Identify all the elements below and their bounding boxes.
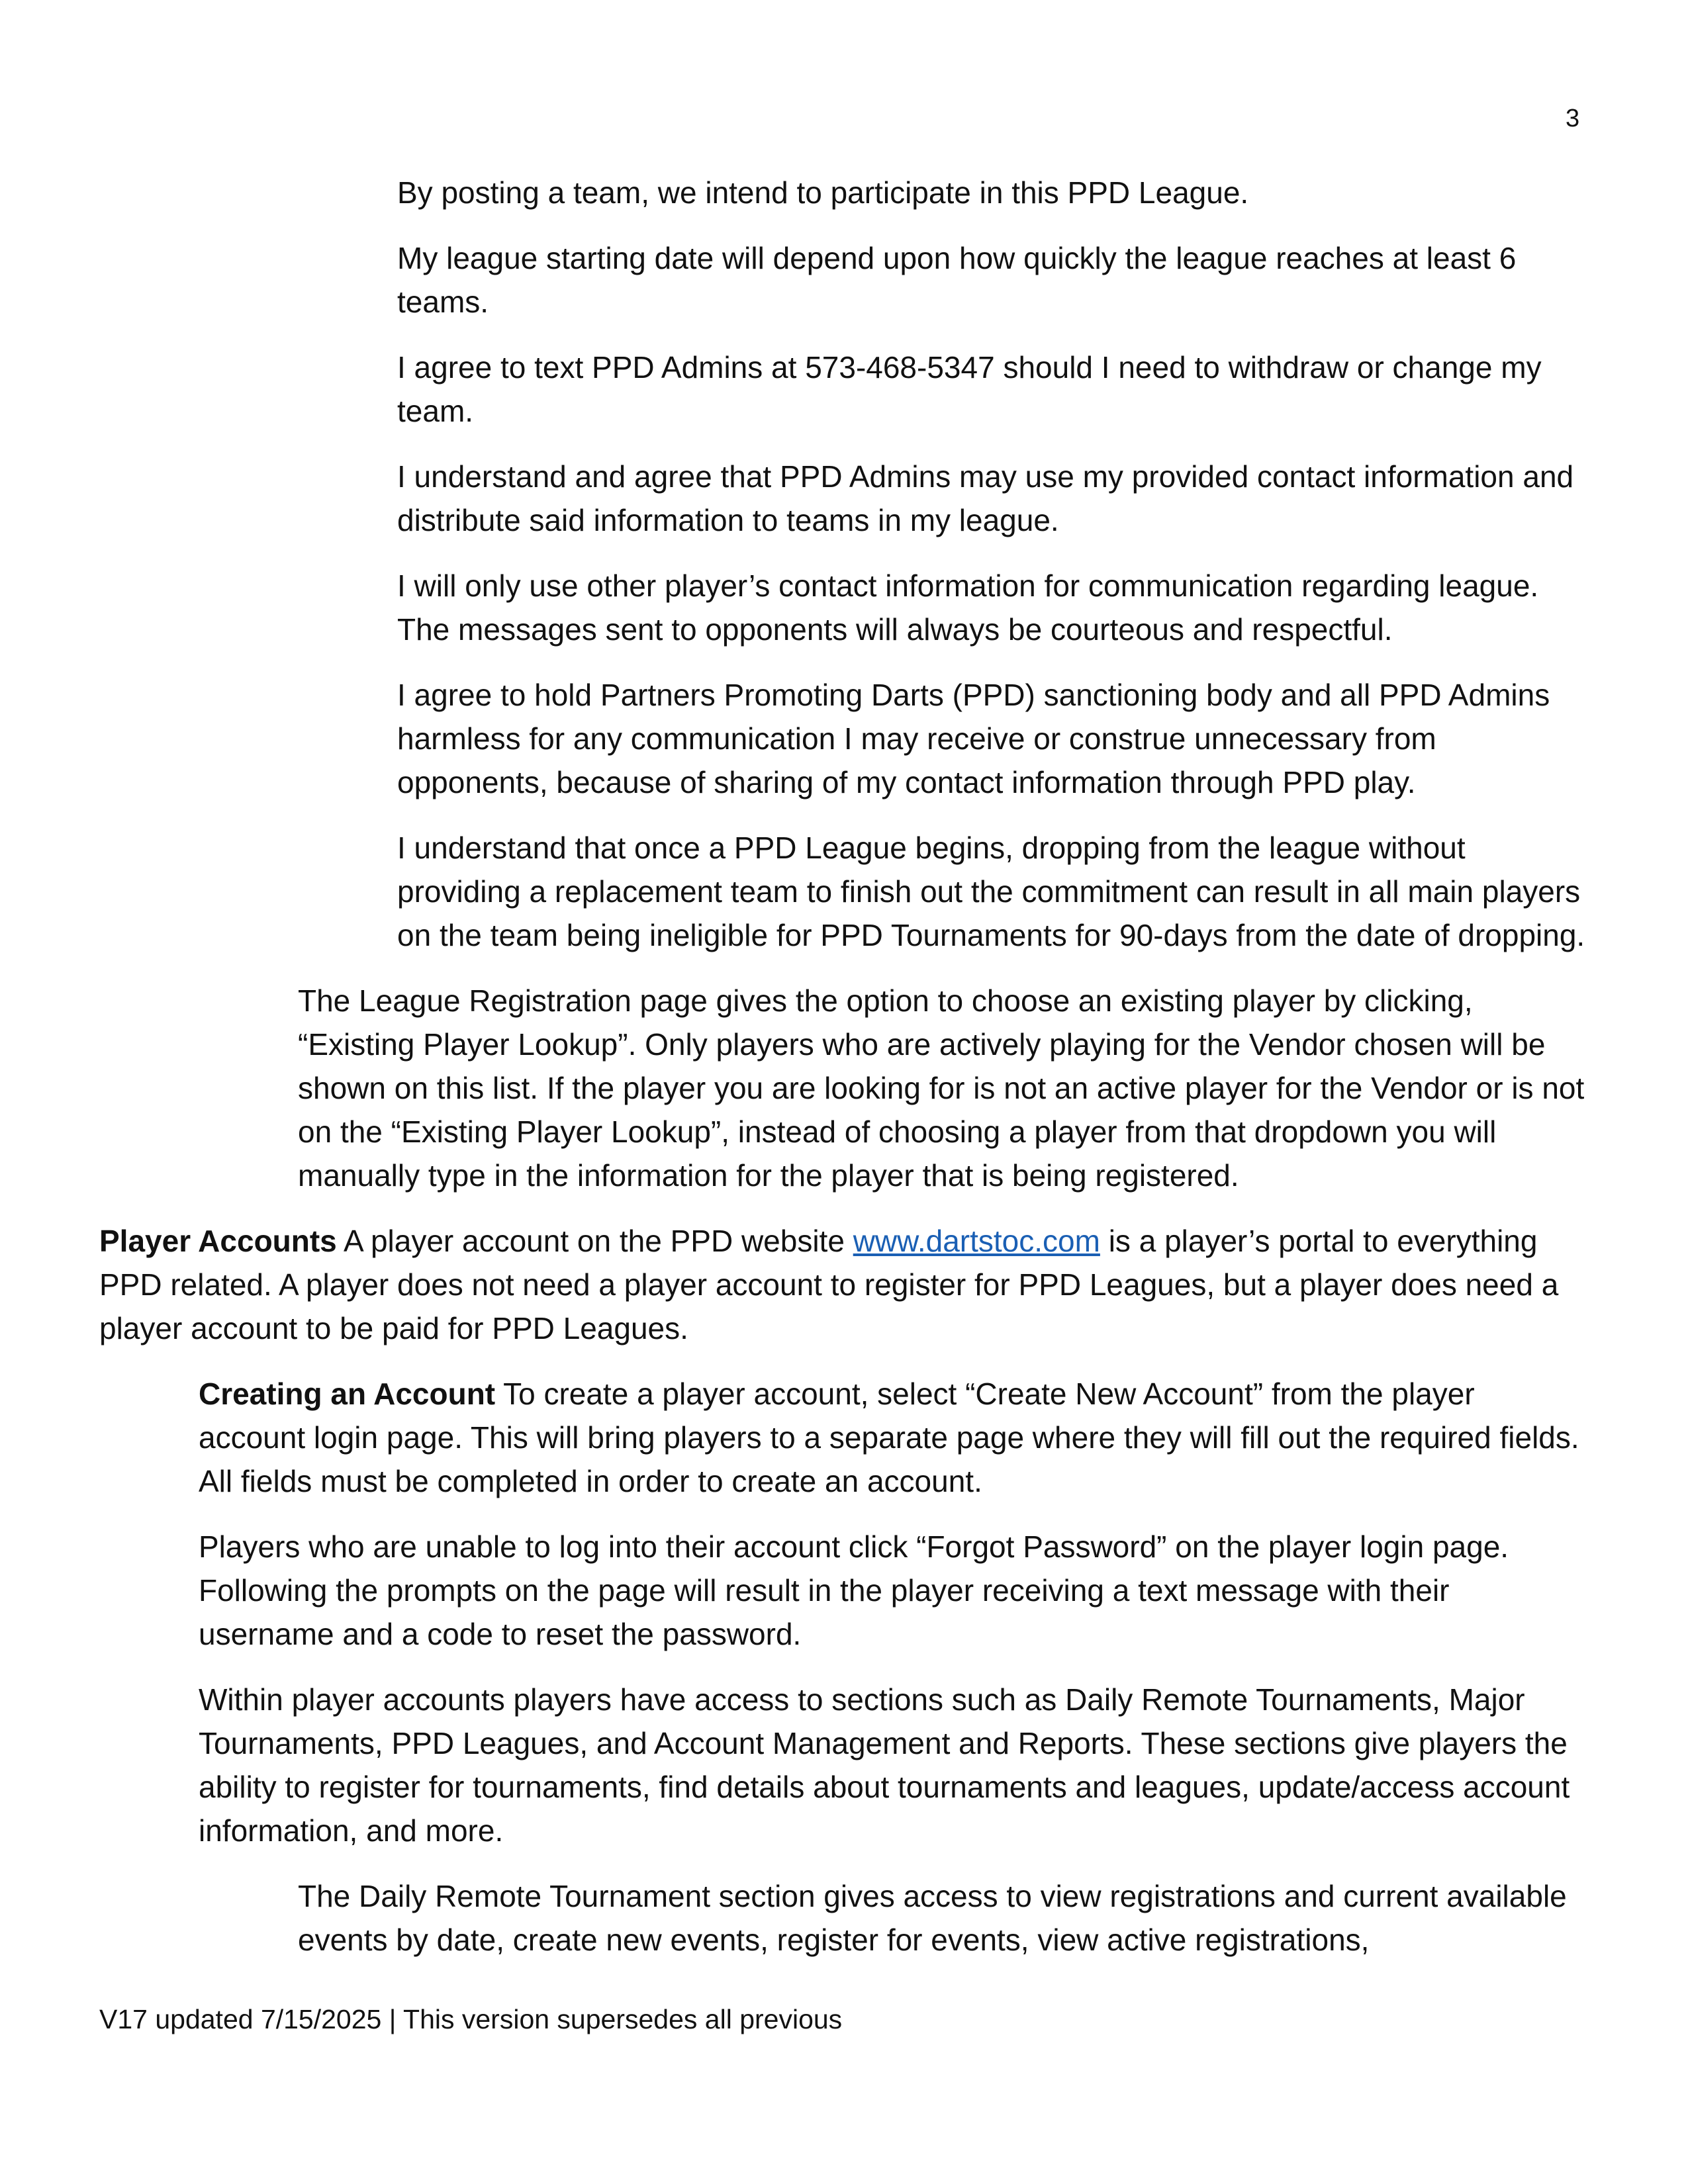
league-registration-paragraph: The League Registration page gives the option to choose an existing player by clicking, “Existing Player Lookup”. Only players who are actively playing for the Vendor chosen will be shown on this list. If the player you are looking for is not an active player for the Vendor or is not on the “Existing Player Lookup”, instead of choosing a player from that dropdown you will manually type in the information for the player that is being registered. xyxy=(298,983,1585,1193)
agreement-item: By posting a team, we intend to participate in this PPD League. xyxy=(397,175,1249,210)
creating-account-paragraph xyxy=(99,1372,1589,1503)
account-sections-paragraph: Within player accounts players have access to sections such as Daily Remote Tournaments, Major Tournaments, PPD Leagues, and Account Management and Reports. These sections give players the ability to register for tournaments, find details about tournaments and leagues, update/access account information, and more. xyxy=(199,1682,1570,1848)
agreement-item: I understand that once a PPD League begins, dropping from the league without providing a replacement team to finish out the commitment can result in all main players on the team being ineligible for PPD Tournaments for 90-days from the date of dropping. xyxy=(397,831,1585,952)
agreement-item: I agree to hold Partners Promoting Darts (PPD) sanctioning body and all PPD Admins harmless for any communication I may receive or construe unnecessary from opponents, because of sharing of my contact information through PPD play. xyxy=(397,678,1550,799)
agreement-item: My league starting date will depend upon how quickly the league reaches at least 6 teams. xyxy=(397,241,1517,319)
page-footer: V17 updated 7/15/2025 | This version supersedes all previous xyxy=(99,2004,843,2034)
daily-remote-paragraph: The Daily Remote Tournament section gives access to view registrations and current available events by date, create new events, register for events, view active registrations, xyxy=(298,1879,1567,1957)
page-body xyxy=(99,171,1589,1983)
agreement-item: I understand and agree that PPD Admins may use my provided contact information and distribute said information to teams in my league. xyxy=(397,459,1574,537)
dartstoc-link[interactable]: www.dartstoc.com xyxy=(853,1224,1100,1258)
player-accounts-paragraph xyxy=(99,1219,1589,1350)
player-accounts-heading: Player Accounts xyxy=(99,1224,337,1258)
page-number: 3 xyxy=(1566,105,1580,132)
forgot-password-paragraph: Players who are unable to log into their account click “Forgot Password” on the player login page. Following the prompts on the page will result in the player receiving a text message with their username and a code to reset the password. xyxy=(199,1529,1509,1651)
creating-account-heading: Creating an Account xyxy=(199,1377,496,1411)
player-accounts-text-before-link: A player account on the PPD website xyxy=(336,1224,853,1258)
creating-account-text: To create a player account, select “Create New Account” from the player account login page. This will bring players to a separate page where they will fill out the required fields. All fields must be completed in order to create an account. xyxy=(199,1377,1579,1498)
agreement-item: I agree to text PPD Admins at 573-468-5347 should I need to withdraw or change my team. xyxy=(397,350,1542,428)
player-accounts-text-after-link: is a player’s portal to everything PPD related. A player does not need a player account to register for PPD Leagues, but a player does need a player account to be paid for PPD Leagues. xyxy=(99,1224,1559,1345)
agreement-item: I will only use other player’s contact information for communication regarding league. The messages sent to opponents will always be courteous and respectful. xyxy=(397,569,1539,647)
